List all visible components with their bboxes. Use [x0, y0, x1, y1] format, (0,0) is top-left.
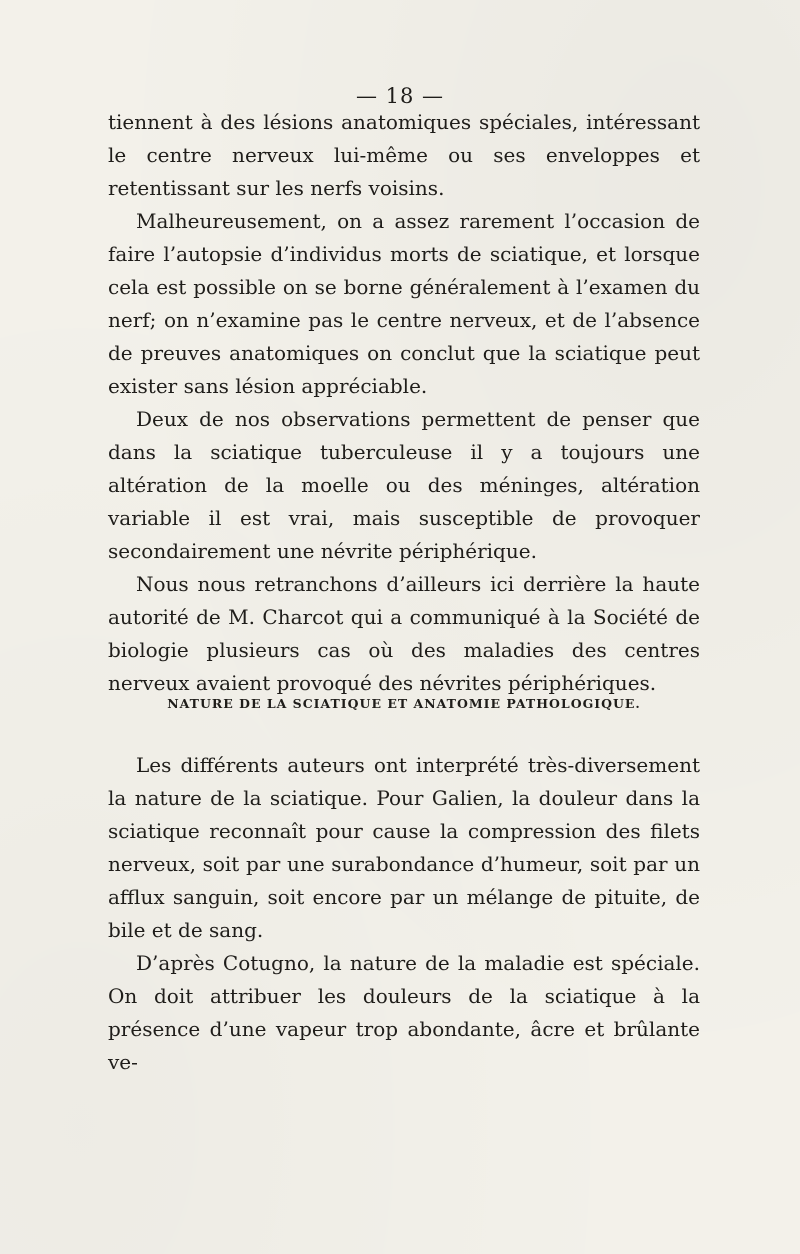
- paragraph-3: Deux de nos observations permettent de penser que dans la sciatique tuberculeuse il y a toujours une altération de la moelle ou des méninges, altération variable il est vrai, mais susceptible de provoquer secondairement une névrite périphérique.: [108, 407, 700, 563]
- paragraph-6: D’après Cotugno, la nature de la maladie est spéciale. On doit attribuer les douleurs de la sciatique à la présence d’une vapeur trop abondante, âcre et brûlante ve-: [108, 951, 700, 1074]
- text-block-bottom: [108, 749, 700, 1079]
- paragraph-2: Malheureusement, on a assez rarement l’occasion de faire l’autopsie d’individus morts de sciatique, et lorsque cela est possible on se borne généralement à l’examen du nerf; on n’examine pas le centre nerveux, et de l’absence de preuves anatomiques on conclut que la sciatique peut exister sans lésion appréciable.: [108, 209, 700, 398]
- paragraph-1: tiennent à des lésions anatomiques spéciales, intéressant le centre nerveux lui-même ou ses enveloppes et retentissant sur les nerfs voisins.: [108, 110, 700, 200]
- paragraph-5: Les différents auteurs ont interprété très-diversement la nature de la sciatique. Pour Galien, la douleur dans la sciatique reconnaît pour cause la compression des filets nerveux, soit par une surabondance d’humeur, soit par un afflux sanguin, soit encore par un mélange de pituite, de bile et de sang.: [108, 753, 700, 942]
- paragraph-4: Nous nous retranchons d’ailleurs ici derrière la haute autorité de M. Charcot qui a communiqué à la Société de biologie plusieurs cas où des maladies des centres nerveux avaient provoqué des névrites périphériques.: [108, 572, 700, 695]
- section-heading: NATURE DE LA SCIATIQUE ET ANATOMIE PATHOLOGIQUE.: [167, 696, 641, 711]
- text-block-top: [108, 106, 700, 700]
- page-number: — 18 —: [355, 84, 445, 108]
